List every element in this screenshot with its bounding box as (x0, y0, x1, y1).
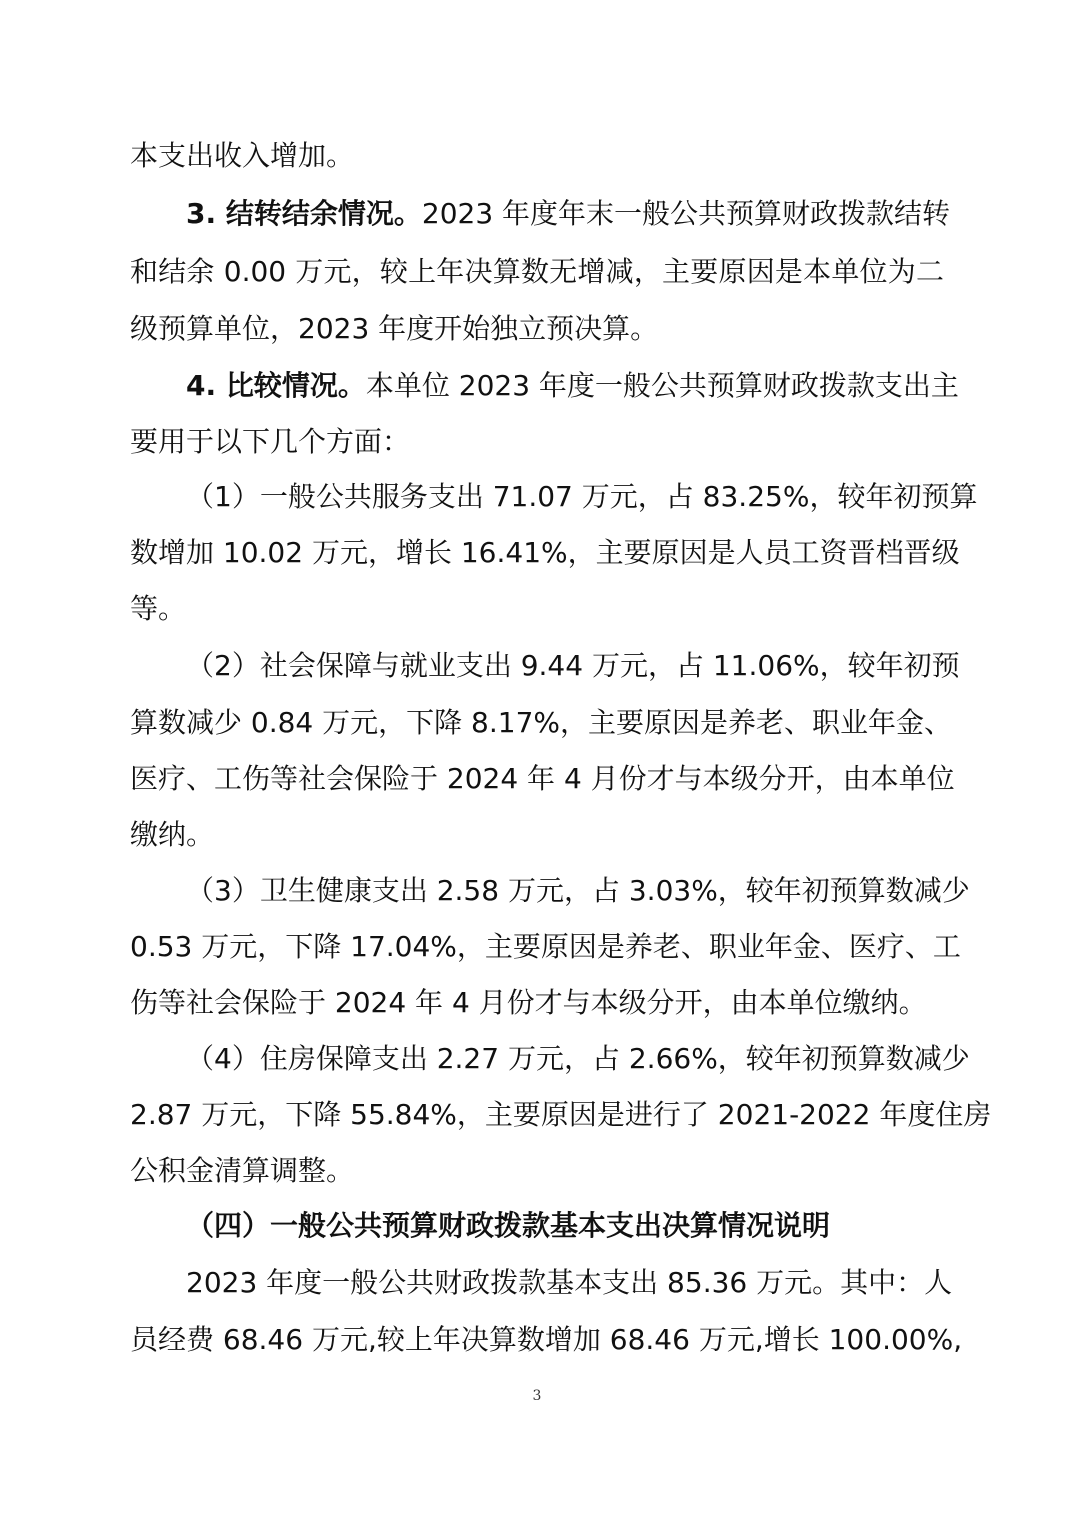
text-line: 级预算单位，2023 年度开始独立预决算。 (130, 312, 659, 345)
text-line: 2.87 万元，下降 55.84%，主要原因是进行了 2021-2022 年度住房 (130, 1098, 992, 1131)
text-line: 2023 年度一般公共财政拨款基本支出 85.36 万元。其中：人 (186, 1266, 953, 1299)
text-line: 4. 比较情况。本单位 2023 年度一般公共预算财政拨款支出主 (186, 369, 959, 402)
text-line: 0.53 万元，下降 17.04%，主要原因是养老、职业年金、医疗、工 (130, 930, 961, 963)
text-line: 3. 结转结余情况。2023 年度年末一般公共预算财政拨款结转 (186, 197, 951, 230)
text-line: 缴纳。 (130, 818, 215, 851)
section-title: 3. 结转结余情况。 (186, 197, 422, 230)
text-line: 要用于以下几个方面： (130, 425, 411, 458)
text-line: 和结余 0.00 万元，较上年决算数无增减，主要原因是本单位为二 (130, 255, 944, 288)
text-line: 数增加 10.02 万元，增长 16.41%，主要原因是人员工资晋档晋级 (130, 536, 960, 569)
text-line: 算数减少 0.84 万元，下降 8.17%，主要原因是养老、职业年金、 (130, 706, 952, 739)
text-line: 医疗、工伤等社会保险于 2024 年 4 月份才与本级分开，由本单位 (130, 762, 955, 795)
text-line: （4）住房保障支出 2.27 万元，占 2.66%，较年初预算数减少 (186, 1042, 970, 1075)
text-line: 等。 (130, 592, 187, 625)
text-line: 伤等社会保险于 2024 年 4 月份才与本级分开，由本单位缴纳。 (130, 986, 927, 1019)
section-title: 4. 比较情况。 (186, 369, 366, 402)
section-heading: （四）一般公共预算财政拨款基本支出决算情况说明 (186, 1209, 831, 1242)
text-line: （1）一般公共服务支出 71.07 万元，占 83.25%，较年初预算 (186, 480, 978, 513)
text-line: （2）社会保障与就业支出 9.44 万元，占 11.06%，较年初预 (186, 649, 960, 682)
text-line: （3）卫生健康支出 2.58 万元，占 3.03%，较年初预算数减少 (186, 874, 970, 907)
page-number: 3 (532, 1388, 542, 1404)
text-line: 本支出收入增加。 (130, 139, 355, 172)
text-line: 员经费 68.46 万元,较上年决算数增加 68.46 万元,增长 100.00%, (130, 1323, 963, 1356)
text-line: 公积金清算调整。 (130, 1154, 355, 1187)
